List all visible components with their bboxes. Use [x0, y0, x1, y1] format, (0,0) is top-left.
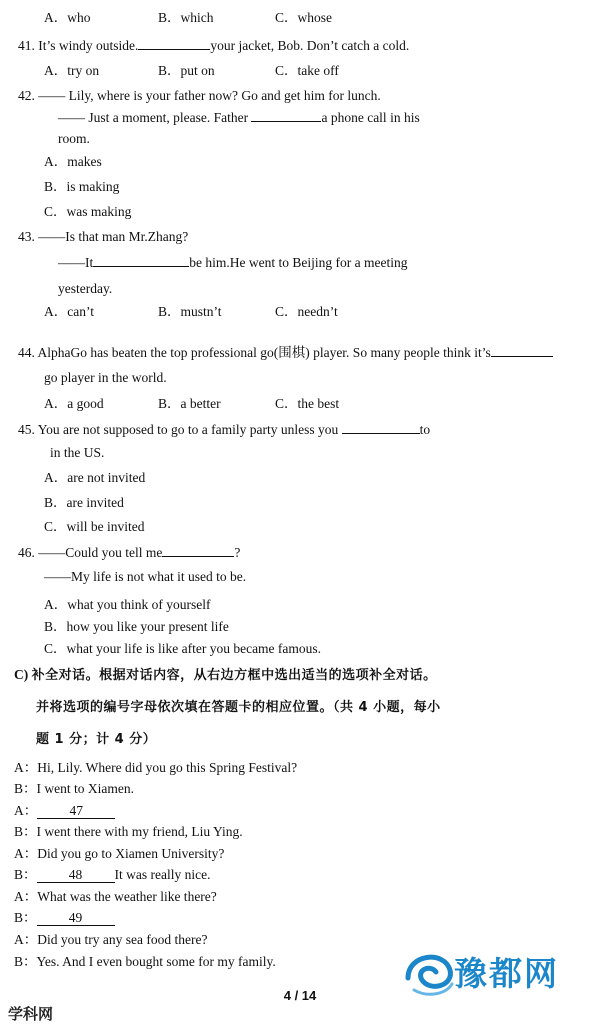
page-number: 4 / 14	[283, 988, 317, 1003]
q41-option-a: A．try on	[44, 63, 100, 78]
dialogue-speaker: B：	[14, 954, 37, 969]
q45-line1	[18, 421, 430, 438]
dialogue-line	[14, 760, 297, 776]
dialogue-text: Did you go to Xiamen University?	[37, 846, 225, 861]
section-c-line1	[14, 667, 437, 684]
q40-option-b: B．which	[158, 10, 214, 25]
q46-number: 46.	[18, 545, 35, 560]
q43-line1-text: ——Is that man Mr.Zhang?	[38, 229, 189, 244]
q44-line1	[18, 344, 553, 361]
q42-line2-pre: —— Just a moment, please. Father	[58, 110, 249, 125]
q42-line2	[58, 109, 420, 126]
q43-blank	[93, 254, 189, 267]
q46-line1-post: ?	[234, 545, 241, 560]
dialogue-speaker: A：	[14, 846, 38, 861]
q42-blank	[251, 109, 321, 122]
q42-line2-post: a phone call in his	[321, 110, 420, 125]
q43-number: 43.	[18, 229, 35, 244]
q41-text-pre: It’s windy outside.	[38, 38, 139, 53]
dialogue-text: Did you try any sea food there?	[37, 932, 208, 947]
q40-option-a: A．who	[44, 10, 91, 25]
dialogue-text: I went there with my friend, Liu Ying.	[36, 824, 243, 839]
q45-option-c: C．will be invited	[44, 519, 145, 534]
q43-option-a: A．can’t	[44, 304, 94, 319]
dialogue-speaker: B：	[14, 867, 37, 882]
q43-line1	[18, 229, 188, 245]
q45-line2: in the US.	[50, 445, 105, 460]
dialogue-text: Yes. And I even bought some for my family.	[36, 954, 276, 969]
q46-line1	[18, 544, 240, 561]
dialogue-speaker: A：	[14, 889, 38, 904]
q46-blank	[162, 544, 234, 557]
dialogue-speaker: A：	[14, 932, 38, 947]
dialogue-line	[14, 846, 224, 862]
dialogue-line	[14, 889, 217, 905]
q42-line1-text: —— Lily, where is your father now? Go and get him for lunch.	[38, 88, 381, 103]
section-c-label: C)	[14, 667, 29, 682]
q46-line1-pre: ——Could you tell me	[38, 545, 163, 560]
section-c-instruction-1: 补全对话。根据对话内容，从右边方框中选出适当的选项补全对话。	[31, 668, 437, 683]
q43-line2-pre: ——It	[58, 255, 94, 270]
dialogue-line	[14, 932, 207, 948]
dialogue-blank-49: 49	[37, 911, 115, 926]
q44-option-a: A．a good	[44, 396, 104, 411]
q43-line2-post: be him.He went to Beijing for a meeting	[189, 255, 408, 270]
dialogue-line	[14, 954, 276, 970]
dialogue-text: Hi, Lily. Where did you go this Spring Festival?	[37, 760, 298, 775]
q41-number: 41.	[18, 38, 35, 53]
q44-option-c: C．the best	[275, 396, 340, 411]
dialogue-speaker: A：	[14, 803, 38, 818]
section-c-instruction-2: 并将选项的编号字母依次填在答题卡的相应位置。（共 4 小题，每小	[36, 700, 441, 715]
dialogue-text: It was really nice.	[114, 867, 211, 882]
q46-option-b: B．how you like your present life	[44, 619, 229, 634]
q42-number: 42.	[18, 88, 35, 103]
q44-number: 44.	[18, 345, 35, 360]
q40-option-c: C．whose	[275, 10, 332, 25]
dialogue-line	[14, 910, 115, 926]
q41-blank	[138, 37, 210, 50]
q42-option-a: A．makes	[44, 154, 102, 169]
dialogue-speaker: B：	[14, 824, 37, 839]
q45-blank	[342, 421, 420, 434]
q45-line1-post: to	[419, 422, 431, 437]
q45-option-a: A．are not invited	[44, 470, 146, 485]
dialogue-speaker: B：	[14, 910, 37, 925]
q43-option-b: B．mustn’t	[158, 304, 222, 319]
q42-option-b: B．is making	[44, 179, 120, 194]
dialogue-line	[14, 867, 210, 883]
dialogue-speaker: A：	[14, 760, 38, 775]
q41-option-c: C．take off	[275, 63, 339, 78]
dialogue-line	[14, 803, 115, 819]
dialogue-line	[14, 824, 243, 840]
dialogue-blank-47: 47	[37, 804, 115, 819]
q44-line1-text: AlphaGo has beaten the top professional go(围棋) player. So many people think it’s	[37, 345, 491, 360]
q46-option-a: A．what you think of yourself	[44, 597, 211, 612]
q45-line1-pre: You are not supposed to go to a family party unless you	[37, 422, 339, 437]
q43-line2	[58, 254, 407, 271]
q45-number: 45.	[18, 422, 35, 437]
q43-line3: yesterday.	[58, 281, 113, 296]
q46-line2: ——My life is not what it used to be.	[44, 569, 247, 584]
watermark-text: 豫都网	[454, 954, 559, 993]
q44-blank	[491, 344, 553, 357]
dialogue-line	[14, 781, 134, 797]
q41-option-b: B．put on	[158, 63, 215, 78]
dialogue-text: I went to Xiamen.	[36, 781, 134, 796]
q46-option-c: C．what your life is like after you became famous.	[44, 641, 322, 656]
dialogue-text: What was the weather like there?	[37, 889, 217, 904]
q45-option-b: B．are invited	[44, 495, 124, 510]
dialogue-speaker: B：	[14, 781, 37, 796]
q41-stem	[18, 37, 409, 54]
q44-line2: go player in the world.	[44, 370, 167, 385]
dialogue-blank-48: 48	[37, 868, 115, 883]
q42-line3: room.	[58, 131, 90, 146]
q42-option-c: C．was making	[44, 204, 132, 219]
q41-text-post: your jacket, Bob. Don’t catch a cold.	[210, 38, 410, 53]
section-c-instruction-3: 题 1 分；计 4 分）	[36, 732, 157, 747]
q44-option-b: B．a better	[158, 396, 221, 411]
q42-line1	[18, 88, 381, 104]
footer-logo: 学科网	[8, 1005, 54, 1023]
q43-option-c: C．needn’t	[275, 304, 338, 319]
